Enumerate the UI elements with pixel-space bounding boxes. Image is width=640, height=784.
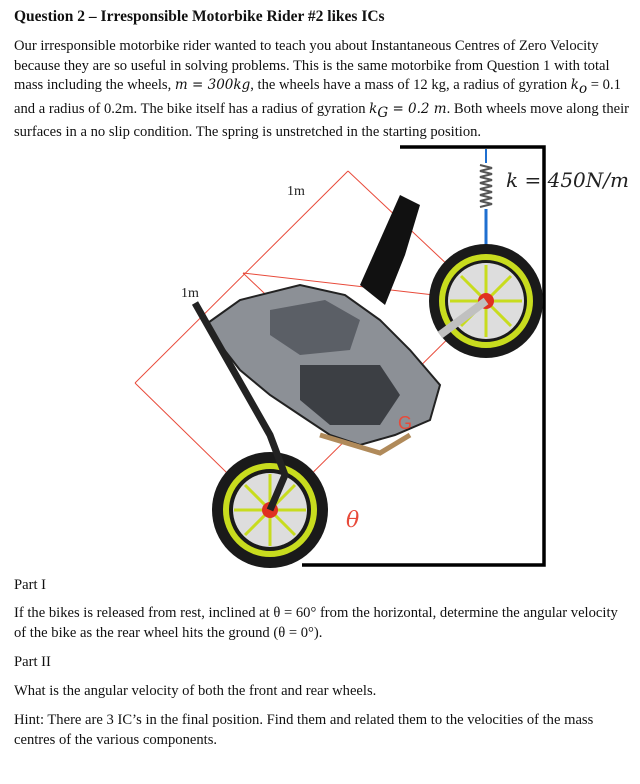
problem-statement: Our irresponsible motorbike rider wanted to teach you about Instantaneous Centres of Zero Velocity because they are so useful in solving problems. This is the same motorbike from Question 1 with total mass including the wheels, m = 300kg, the wheels have a mass of 12 kg, a radius of gyration $k_o = 0.1$ and a radius of 0.2m. The bike itself has a radius of gyration $k_G = 0.2$ m. Both wheels move along their surfaces in a no slip condition. The spring is unstretched in the starting position. [14,38,630,141]
part1-heading: Part I [14,577,47,593]
dimension-label-left: 1m [181,286,199,301]
dimension-label-top: 1m [287,184,305,199]
part2-text: What is the angular velocity of both the front and rear wheels. [14,683,377,699]
part1-text: If the bikes is released from rest, inclined at θ = 60° from the horizontal, determine the angular velocity of the bike as the rear wheel hits the ground (θ = 0°). [14,605,618,641]
hint-text: Hint: There are 3 IC’s in the final position. Find them and related them to the velocities of the mass centres of the various components. [14,712,594,748]
theta-label: θ [346,508,360,533]
part2-heading: Part II [14,654,51,670]
spring-stiffness-label: k = 450N/m [506,168,629,192]
question-title: Question 2 – Irresponsible Motorbike Rider #2 likes ICs [14,8,385,25]
motorbike-figure [0,135,640,575]
mass-centre-label: G [398,413,413,433]
